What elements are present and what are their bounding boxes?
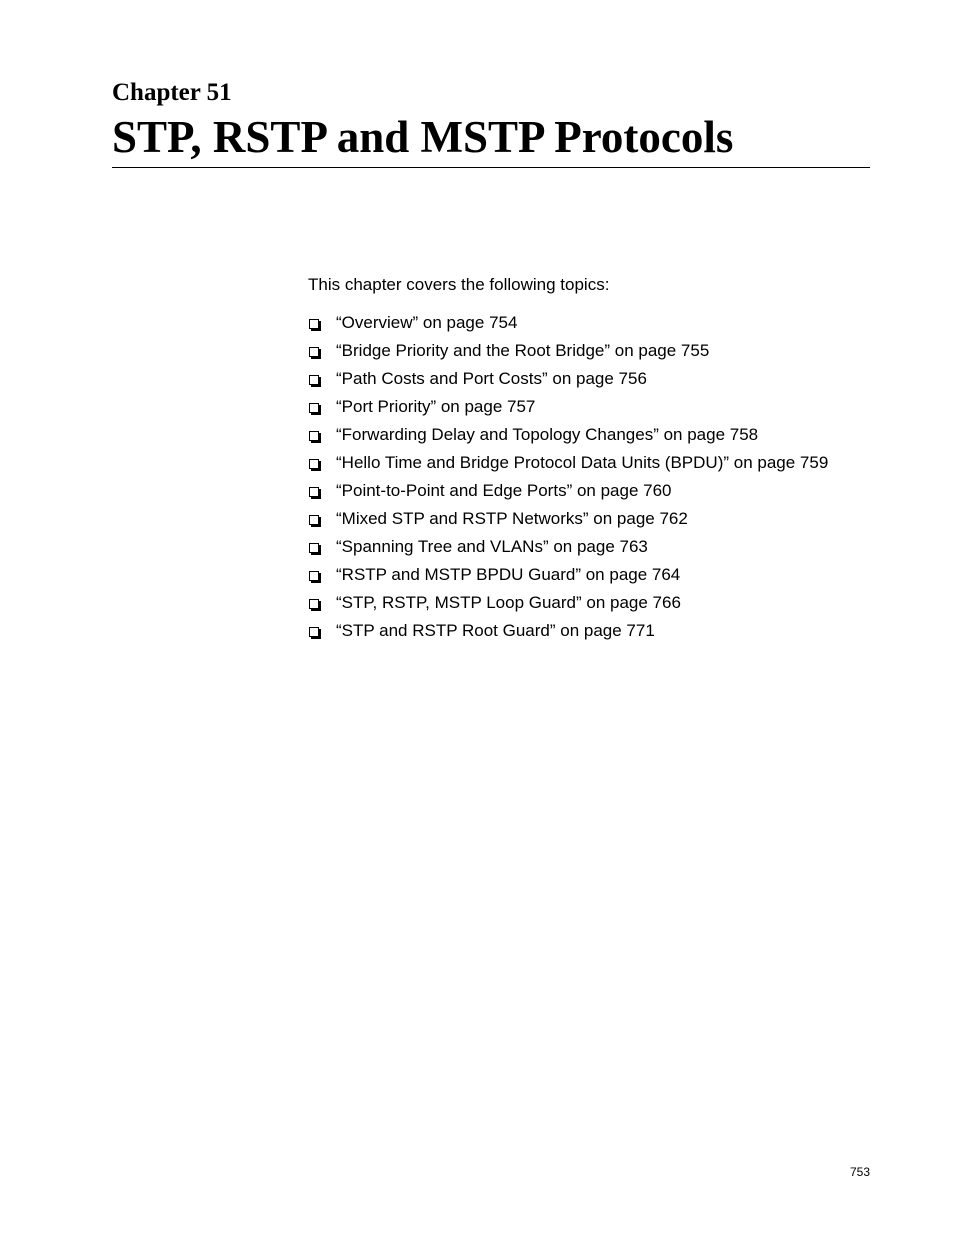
checkbox-square-icon [309,571,319,581]
topic-link[interactable]: “Overview” on page 754 [336,313,518,332]
topic-link[interactable]: “Point-to-Point and Edge Ports” on page 760 [336,481,672,500]
intro-text: This chapter covers the following topics: [308,275,610,294]
topic-link[interactable]: “Path Costs and Port Costs” on page 756 [336,369,647,388]
checkbox-square-icon [309,347,319,357]
chapter-title: STP, RSTP and MSTP Protocols [112,112,734,162]
title-divider [112,167,870,168]
topic-link[interactable]: “Spanning Tree and VLANs” on page 763 [336,537,648,556]
topic-link[interactable]: “RSTP and MSTP BPDU Guard” on page 764 [336,565,681,584]
topic-link[interactable]: “Mixed STP and RSTP Networks” on page 762 [336,509,688,528]
checkbox-square-icon [309,627,319,637]
checkbox-square-icon [309,599,319,609]
topic-link[interactable]: “Bridge Priority and the Root Bridge” on page 755 [336,341,710,360]
checkbox-square-icon [309,375,319,385]
topic-link[interactable]: “STP and RSTP Root Guard” on page 771 [336,621,655,640]
page-number: 753 [849,1165,870,1179]
checkbox-square-icon [309,459,319,469]
topic-link[interactable]: “Hello Time and Bridge Protocol Data Units (BPDU)” on page 759 [336,453,829,472]
topic-link[interactable]: “Port Priority” on page 757 [336,397,536,416]
checkbox-square-icon [309,403,319,413]
checkbox-square-icon [309,431,319,441]
chapter-label: Chapter 51 [112,79,232,106]
topic-link[interactable]: “Forwarding Delay and Topology Changes” on page 758 [336,425,759,444]
checkbox-square-icon [309,487,319,497]
checkbox-square-icon [309,543,319,553]
checkbox-square-icon [309,319,319,329]
topic-link[interactable]: “STP, RSTP, MSTP Loop Guard” on page 766 [336,593,681,612]
checkbox-square-icon [309,515,319,525]
